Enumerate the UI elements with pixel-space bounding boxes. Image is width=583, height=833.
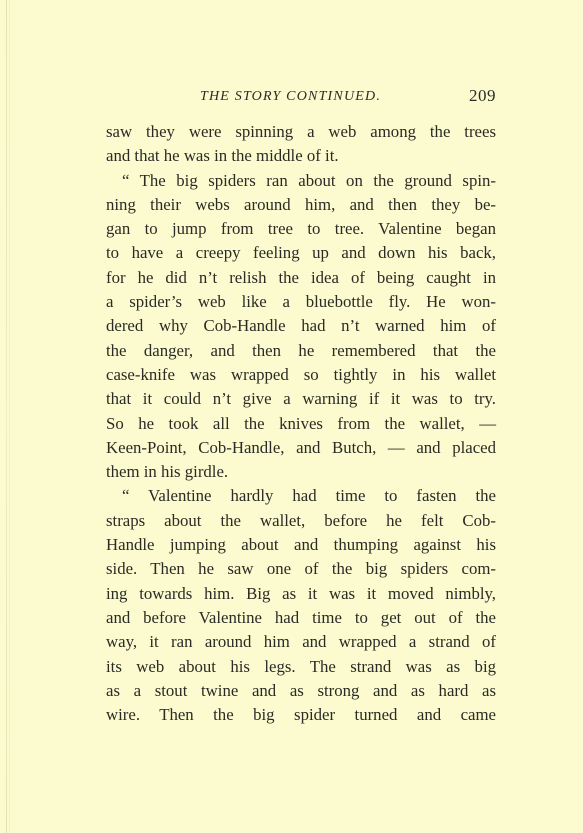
text-line: that it could n’t give a warning if it was to try. (106, 389, 496, 409)
text-line: Keen-Point, Cob-Handle, and Butch, — and placed (106, 437, 496, 457)
text-line: case-knife was wrapped so tightly in his wallet (106, 364, 496, 384)
text-line: the danger, and then he remembered that the (106, 340, 496, 360)
text-line: and before Valentine had time to get out of the (106, 607, 496, 627)
page-gutter-edge (6, 0, 7, 833)
text-line: Handle jumping about and thumping against his (106, 535, 496, 555)
text-line: So he took all the knives from the wallet, — (106, 413, 496, 433)
text-line: as a stout twine and as strong and as hard as (106, 680, 496, 700)
text-line: for he did n’t relish the idea of being caught in (106, 267, 496, 287)
text-line: way, it ran around him and wrapped a strand of (106, 632, 496, 652)
text-line: them in his girdle. (106, 462, 229, 482)
text-line: ning their webs around him, and then they be- (106, 194, 496, 214)
running-header (106, 86, 496, 110)
text-line: saw they were spinning a web among the trees (106, 122, 496, 141)
text-line: dered why Cob-Handle had n’t warned him of (106, 316, 496, 336)
text-line: straps about the wallet, before he felt Cob- (106, 510, 496, 530)
text-line: to have a creepy feeling up and down his back, (106, 243, 496, 263)
text-line: gan to jump from tree to tree. Valentine began (106, 219, 496, 239)
body-text (106, 120, 496, 727)
page-number: 209 (469, 86, 496, 105)
text-line: its web about his legs. The strand was as big (106, 656, 496, 676)
text-line: a spider’s web like a bluebottle fly. He won- (106, 292, 496, 312)
text-line: “ The big spiders ran about on the ground spin- (122, 170, 496, 190)
running-title: THE STORY CONTINUED. (200, 89, 382, 104)
text-line: and that he was in the middle of it. (106, 146, 339, 166)
text-line: “ Valentine hardly had time to fasten the (122, 486, 496, 506)
text-line: wire. Then the big spider turned and came (106, 705, 496, 725)
text-line: ing towards him. Big as it was it moved nimbly, (106, 583, 496, 603)
page-gutter-shadow (9, 0, 10, 833)
text-line: side. Then he saw one of the big spiders com- (106, 559, 496, 579)
